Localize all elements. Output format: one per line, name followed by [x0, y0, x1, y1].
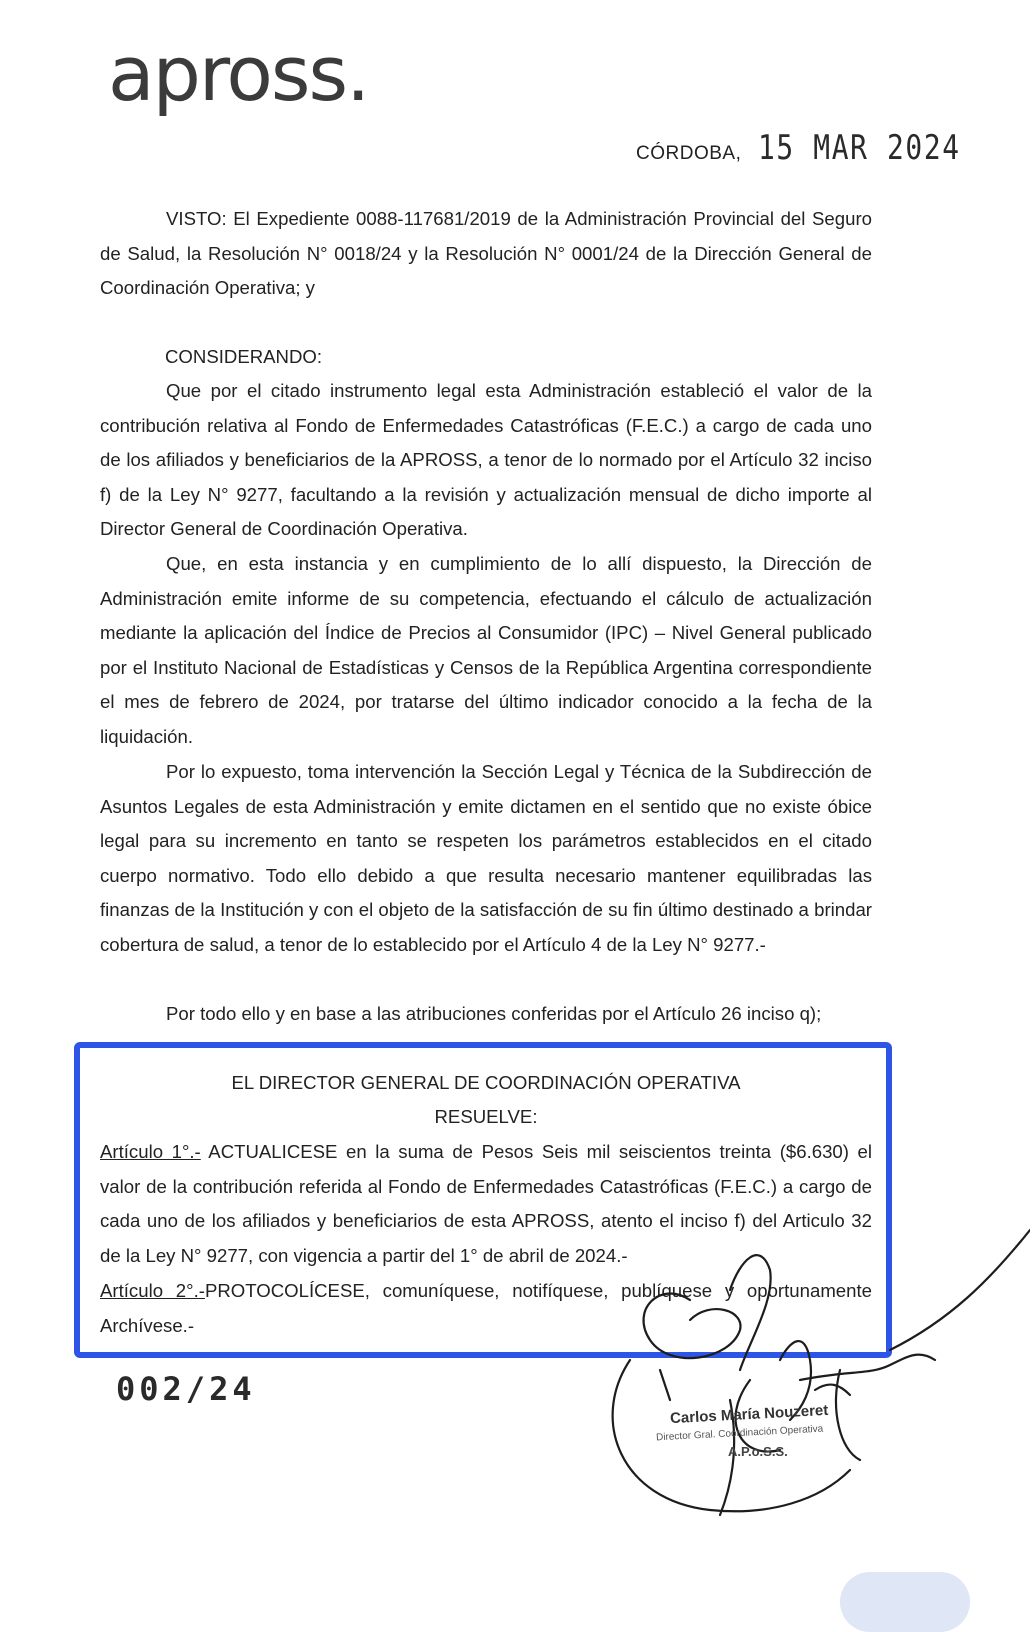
signatory-name: Carlos María Nouzeret	[669, 1401, 829, 1428]
authority-heading: EL DIRECTOR GENERAL DE COORDINACIÓN OPERATIVA	[231, 1072, 741, 1093]
considerando-paragraph-4: Por todo ello y en base a las atribuciones conferidas por el Artículo 26 inciso q);	[166, 1003, 822, 1024]
visto-paragraph: VISTO: El Expediente 0088-117681/2019 de la Administración Provincial del Seguro de Salud, la Resolución N° 0018/24 y la Resolución N° 0001/24 de la Dirección General de Coordinación Operativa; y	[100, 208, 872, 299]
article-1-text: ACTUALICESE en la suma de Pesos Seis mil seiscientos treinta ($6.630) el valor de la contribución referida al Fondo de Enfermedades Catastróficas (F.E.C.) a cargo de cada uno de los afiliados y beneficiarios de esta APROSS, atento el inciso f) del Articulo 32 de la Ley N° 9277, con vigencia a partir del 1° de abril de 2024.-	[100, 1141, 872, 1266]
city-label: CÓRDOBA,	[636, 143, 742, 164]
handwritten-signature	[590, 1220, 1030, 1520]
considerando-heading: CONSIDERANDO:	[165, 346, 323, 367]
considerando-paragraph-1: Que por el citado instrumento legal esta Administración estableció el valor de la contribución relativa al Fondo de Enfermedades Catastróficas (F.E.C.) a cargo de cada uno de los afiliados y beneficiarios de la APROSS, a tenor de lo normado por el Artículo 32 inciso f) de la Ley N° 9277, facultando a la revisión y actualización mensual de dicho importe al Director General de Coordinación Operativa.	[100, 380, 872, 540]
signatory-org: A.P.o.S.S.	[728, 1444, 788, 1459]
resolution-number: 002/24	[116, 1370, 256, 1408]
article-2-text: PROTOCOLÍCESE, comuníquese, notifíquese, publíquese y oportunamente Archívese.-	[100, 1280, 872, 1336]
date-line	[636, 128, 1005, 168]
apross-logo: apross.	[108, 29, 369, 118]
corner-overlay	[840, 1572, 970, 1632]
date-stamp: 15 MAR 2024	[757, 128, 961, 168]
considerando-paragraph-3: Por lo expuesto, toma intervención la Sección Legal y Técnica de la Subdirección de Asuntos Legales de esta Administración y emite dictamen en el sentido que no existe óbice legal para su incremento en tanto se respeten los parámetros establecidos en el citado cuerpo normativo. Todo ello debido a que resulta necesario mantener equilibradas las finanzas de la Institución y con el objeto de la satisfacción de su fin último destinado a brindar cobertura de salud, a tenor de lo establecido por el Artículo 4 de la Ley N° 9277.-	[100, 761, 872, 955]
signatory-role: Director Gral. Coordinación Operativa	[655, 1423, 824, 1444]
article-2-label: Artículo 2°.-	[100, 1280, 205, 1301]
article-1-label: Artículo 1°.-	[100, 1141, 201, 1162]
considerando-paragraph-2: Que, en esta instancia y en cumplimiento de lo allí dispuesto, la Dirección de Administración emite informe de su competencia, efectuando el cálculo de actualización mediante la aplicación del Índice de Precios al Consumidor (IPC) – Nivel General publicado por el Instituto Nacional de Estadísticas y Censos de la República Argentina correspondiente el mes de febrero de 2024, por tratarse del último indicador conocido a la fecha de la liquidación.	[100, 553, 872, 747]
resuelve-heading: RESUELVE:	[434, 1106, 538, 1127]
